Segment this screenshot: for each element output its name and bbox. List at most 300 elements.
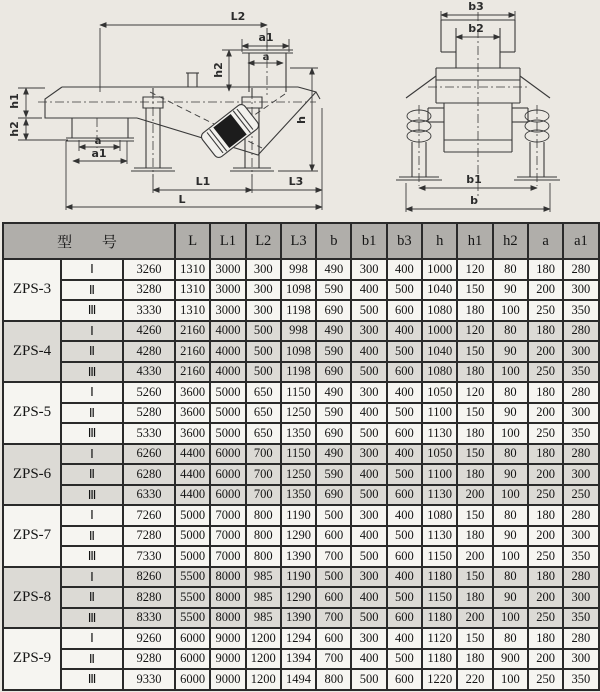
- table-row: [3, 505, 599, 526]
- header-row: [3, 223, 599, 259]
- value-cell: 998: [281, 259, 316, 280]
- value-cell: 500: [351, 362, 386, 383]
- value-cell: 1150: [422, 587, 457, 608]
- value-cell: 80: [493, 321, 528, 342]
- value-cell: 5500: [175, 608, 210, 629]
- value-cell: 4000: [210, 362, 245, 383]
- dim-label-h2-top: h2: [212, 62, 225, 78]
- value-cell: 200: [528, 526, 563, 547]
- value-cell: 300: [563, 649, 598, 670]
- value-cell: 1310: [175, 300, 210, 321]
- value-cell: 600: [387, 423, 422, 444]
- value-cell: 1220: [422, 669, 457, 690]
- value-cell: 9330: [123, 669, 175, 690]
- value-cell: 300: [563, 280, 598, 301]
- value-cell: 1394: [281, 649, 316, 670]
- variant-cell: Ⅲ: [61, 362, 123, 383]
- value-cell: 180: [457, 362, 492, 383]
- column-header: b3: [387, 223, 422, 259]
- value-cell: 120: [457, 382, 492, 403]
- value-cell: 150: [457, 505, 492, 526]
- value-cell: 1080: [422, 362, 457, 383]
- value-cell: 300: [351, 567, 386, 588]
- value-cell: 1180: [422, 567, 457, 588]
- table-row: [3, 526, 599, 547]
- value-cell: 1100: [422, 403, 457, 424]
- value-cell: 1098: [281, 341, 316, 362]
- value-cell: 6000: [210, 485, 245, 506]
- value-cell: 590: [316, 280, 351, 301]
- dim-label-a-top: a: [262, 52, 270, 63]
- value-cell: 6330: [123, 485, 175, 506]
- value-cell: 180: [457, 587, 492, 608]
- value-cell: 150: [457, 567, 492, 588]
- value-cell: 280: [563, 259, 598, 280]
- table-row: [3, 669, 599, 690]
- value-cell: 1190: [281, 567, 316, 588]
- value-cell: 9000: [210, 628, 245, 649]
- value-cell: 180: [457, 423, 492, 444]
- value-cell: 150: [457, 403, 492, 424]
- value-cell: 1150: [281, 382, 316, 403]
- column-header: a1: [563, 223, 598, 259]
- value-cell: 5260: [123, 382, 175, 403]
- value-cell: 650: [246, 403, 281, 424]
- model-cell: ZPS-4: [3, 321, 61, 383]
- drawings-svg: [0, 0, 600, 222]
- value-cell: 300: [351, 382, 386, 403]
- value-cell: 1310: [175, 280, 210, 301]
- value-cell: 500: [387, 587, 422, 608]
- value-cell: 8000: [210, 567, 245, 588]
- value-cell: 600: [387, 608, 422, 629]
- table-head: [3, 223, 599, 259]
- column-header: a: [528, 223, 563, 259]
- table-row: [3, 628, 599, 649]
- value-cell: 300: [563, 403, 598, 424]
- value-cell: 1130: [422, 485, 457, 506]
- model-column-header: 型 号: [3, 223, 175, 259]
- model-cell: ZPS-7: [3, 505, 61, 567]
- value-cell: 200: [457, 546, 492, 567]
- table-row: [3, 341, 599, 362]
- value-cell: 400: [351, 587, 386, 608]
- value-cell: 100: [493, 423, 528, 444]
- value-cell: 800: [316, 669, 351, 690]
- value-cell: 500: [351, 546, 386, 567]
- value-cell: 2160: [175, 321, 210, 342]
- variant-cell: Ⅲ: [61, 669, 123, 690]
- value-cell: 5000: [210, 382, 245, 403]
- variant-cell: Ⅱ: [61, 464, 123, 485]
- value-cell: 490: [316, 382, 351, 403]
- value-cell: 200: [457, 485, 492, 506]
- value-cell: 350: [563, 669, 598, 690]
- value-cell: 350: [563, 546, 598, 567]
- value-cell: 7000: [210, 526, 245, 547]
- value-cell: 280: [563, 321, 598, 342]
- value-cell: 90: [493, 280, 528, 301]
- value-cell: 1050: [422, 444, 457, 465]
- value-cell: 180: [457, 526, 492, 547]
- column-header: L: [175, 223, 210, 259]
- dim-label-h1-left: h1: [8, 93, 21, 109]
- dim-label-l1: L1: [195, 175, 211, 188]
- value-cell: 985: [246, 608, 281, 629]
- dim-label-a1-bottom: a1: [91, 147, 107, 160]
- table-row: [3, 546, 599, 567]
- column-header: L3: [281, 223, 316, 259]
- value-cell: 1040: [422, 341, 457, 362]
- value-cell: 350: [563, 608, 598, 629]
- value-cell: 600: [387, 362, 422, 383]
- variant-cell: Ⅰ: [61, 505, 123, 526]
- table-body: [3, 259, 599, 690]
- variant-cell: Ⅲ: [61, 423, 123, 444]
- value-cell: 600: [387, 546, 422, 567]
- value-cell: 400: [387, 628, 422, 649]
- value-cell: 220: [457, 669, 492, 690]
- value-cell: 4280: [123, 341, 175, 362]
- value-cell: 90: [493, 403, 528, 424]
- value-cell: 90: [493, 464, 528, 485]
- value-cell: 100: [493, 300, 528, 321]
- value-cell: 500: [316, 505, 351, 526]
- value-cell: 280: [563, 382, 598, 403]
- value-cell: 4400: [175, 485, 210, 506]
- value-cell: 90: [493, 526, 528, 547]
- value-cell: 4000: [210, 341, 245, 362]
- value-cell: 300: [563, 526, 598, 547]
- table-row: [3, 464, 599, 485]
- value-cell: 4000: [210, 321, 245, 342]
- value-cell: 300: [563, 341, 598, 362]
- dim-label-l3: L3: [288, 175, 304, 188]
- value-cell: 590: [316, 464, 351, 485]
- value-cell: 6000: [175, 628, 210, 649]
- variant-cell: Ⅱ: [61, 403, 123, 424]
- value-cell: 280: [563, 628, 598, 649]
- column-header: b1: [351, 223, 386, 259]
- value-cell: 500: [351, 485, 386, 506]
- value-cell: 280: [563, 567, 598, 588]
- dim-label-a-bottom: a: [94, 136, 102, 147]
- variant-cell: Ⅰ: [61, 444, 123, 465]
- value-cell: 690: [316, 485, 351, 506]
- value-cell: 5330: [123, 423, 175, 444]
- value-cell: 200: [528, 403, 563, 424]
- value-cell: 350: [563, 423, 598, 444]
- column-header: L1: [210, 223, 245, 259]
- table-row: [3, 259, 599, 280]
- value-cell: 600: [387, 485, 422, 506]
- value-cell: 1200: [246, 669, 281, 690]
- value-cell: 80: [493, 628, 528, 649]
- value-cell: 8000: [210, 608, 245, 629]
- value-cell: 700: [246, 485, 281, 506]
- value-cell: 3600: [175, 403, 210, 424]
- value-cell: 500: [387, 526, 422, 547]
- value-cell: 200: [528, 280, 563, 301]
- variant-cell: Ⅱ: [61, 526, 123, 547]
- value-cell: 5280: [123, 403, 175, 424]
- table-row: [3, 300, 599, 321]
- value-cell: 300: [351, 628, 386, 649]
- table-row: [3, 587, 599, 608]
- value-cell: 100: [493, 669, 528, 690]
- value-cell: 600: [387, 669, 422, 690]
- end-view-drawing: [396, 12, 560, 196]
- value-cell: 300: [563, 464, 598, 485]
- value-cell: 7000: [210, 546, 245, 567]
- value-cell: 280: [563, 505, 598, 526]
- value-cell: 5000: [210, 423, 245, 444]
- variant-cell: Ⅲ: [61, 485, 123, 506]
- value-cell: 400: [351, 464, 386, 485]
- value-cell: 1000: [422, 321, 457, 342]
- value-cell: 300: [351, 259, 386, 280]
- value-cell: 8260: [123, 567, 175, 588]
- value-cell: 3600: [175, 382, 210, 403]
- value-cell: 1294: [281, 628, 316, 649]
- value-cell: 985: [246, 567, 281, 588]
- value-cell: 3000: [210, 300, 245, 321]
- model-cell: ZPS-3: [3, 259, 61, 321]
- value-cell: 9000: [210, 649, 245, 670]
- value-cell: 3260: [123, 259, 175, 280]
- value-cell: 3330: [123, 300, 175, 321]
- table-row: [3, 382, 599, 403]
- value-cell: 180: [528, 382, 563, 403]
- value-cell: 500: [351, 300, 386, 321]
- value-cell: 80: [493, 259, 528, 280]
- side-view-drawing: [38, 42, 320, 177]
- value-cell: 6000: [175, 669, 210, 690]
- value-cell: 6000: [210, 464, 245, 485]
- value-cell: 180: [528, 444, 563, 465]
- variant-cell: Ⅲ: [61, 608, 123, 629]
- value-cell: 500: [351, 669, 386, 690]
- variant-cell: Ⅰ: [61, 321, 123, 342]
- value-cell: 8330: [123, 608, 175, 629]
- value-cell: 600: [316, 628, 351, 649]
- value-cell: 80: [493, 505, 528, 526]
- value-cell: 250: [528, 608, 563, 629]
- technical-drawings: [0, 0, 600, 222]
- table-row: [3, 403, 599, 424]
- value-cell: 250: [528, 300, 563, 321]
- value-cell: 400: [387, 321, 422, 342]
- table-row: [3, 444, 599, 465]
- value-cell: 500: [246, 341, 281, 362]
- variant-cell: Ⅱ: [61, 587, 123, 608]
- value-cell: 600: [316, 526, 351, 547]
- value-cell: 250: [528, 362, 563, 383]
- value-cell: 120: [457, 259, 492, 280]
- value-cell: 9280: [123, 649, 175, 670]
- value-cell: 500: [387, 403, 422, 424]
- value-cell: 490: [316, 444, 351, 465]
- value-cell: 80: [493, 567, 528, 588]
- value-cell: 1200: [246, 649, 281, 670]
- value-cell: 400: [351, 526, 386, 547]
- value-cell: 500: [387, 280, 422, 301]
- value-cell: 500: [316, 567, 351, 588]
- value-cell: 5000: [210, 403, 245, 424]
- dim-label-a1-top: a1: [258, 31, 274, 44]
- value-cell: 8280: [123, 587, 175, 608]
- value-cell: 8000: [210, 587, 245, 608]
- table-row: [3, 485, 599, 506]
- value-cell: 400: [351, 280, 386, 301]
- value-cell: 1130: [422, 423, 457, 444]
- value-cell: 300: [563, 587, 598, 608]
- variant-cell: Ⅱ: [61, 649, 123, 670]
- value-cell: 985: [246, 587, 281, 608]
- table-row: [3, 649, 599, 670]
- value-cell: 3280: [123, 280, 175, 301]
- value-cell: 180: [457, 649, 492, 670]
- value-cell: 1198: [281, 362, 316, 383]
- value-cell: 700: [316, 649, 351, 670]
- value-cell: 700: [246, 444, 281, 465]
- value-cell: 490: [316, 259, 351, 280]
- value-cell: 1098: [281, 280, 316, 301]
- value-cell: 1190: [281, 505, 316, 526]
- value-cell: 2160: [175, 362, 210, 383]
- variant-cell: Ⅲ: [61, 546, 123, 567]
- column-header: h: [422, 223, 457, 259]
- value-cell: 1080: [422, 505, 457, 526]
- value-cell: 700: [246, 464, 281, 485]
- value-cell: 250: [528, 546, 563, 567]
- value-cell: 9260: [123, 628, 175, 649]
- value-cell: 100: [493, 546, 528, 567]
- value-cell: 100: [493, 485, 528, 506]
- dim-label-b1: b1: [466, 173, 482, 186]
- value-cell: 180: [528, 567, 563, 588]
- variant-cell: Ⅰ: [61, 382, 123, 403]
- value-cell: 900: [493, 649, 528, 670]
- value-cell: 400: [387, 382, 422, 403]
- value-cell: 650: [246, 382, 281, 403]
- value-cell: 400: [387, 259, 422, 280]
- value-cell: 1150: [281, 444, 316, 465]
- value-cell: 200: [528, 464, 563, 485]
- value-cell: 150: [457, 628, 492, 649]
- value-cell: 500: [387, 464, 422, 485]
- value-cell: 690: [316, 300, 351, 321]
- value-cell: 500: [387, 649, 422, 670]
- value-cell: 150: [457, 341, 492, 362]
- value-cell: 600: [316, 587, 351, 608]
- value-cell: 690: [316, 423, 351, 444]
- model-cell: ZPS-6: [3, 444, 61, 506]
- value-cell: 2160: [175, 341, 210, 362]
- value-cell: 400: [387, 505, 422, 526]
- value-cell: 200: [528, 649, 563, 670]
- value-cell: 100: [493, 608, 528, 629]
- value-cell: 80: [493, 444, 528, 465]
- table-row: [3, 423, 599, 444]
- value-cell: 500: [246, 362, 281, 383]
- value-cell: 300: [246, 280, 281, 301]
- variant-cell: Ⅰ: [61, 567, 123, 588]
- value-cell: 1350: [281, 423, 316, 444]
- value-cell: 5000: [175, 505, 210, 526]
- value-cell: 1180: [422, 608, 457, 629]
- model-cell: ZPS-5: [3, 382, 61, 444]
- value-cell: 1350: [281, 485, 316, 506]
- column-header: b: [316, 223, 351, 259]
- dim-label-b2: b2: [468, 22, 484, 35]
- table-row: [3, 608, 599, 629]
- value-cell: 7260: [123, 505, 175, 526]
- value-cell: 200: [457, 608, 492, 629]
- variant-cell: Ⅰ: [61, 259, 123, 280]
- value-cell: 600: [387, 300, 422, 321]
- value-cell: 250: [563, 485, 598, 506]
- dim-label-h2-left: h2: [8, 121, 21, 137]
- dim-label-l: L: [178, 193, 186, 206]
- value-cell: 150: [457, 444, 492, 465]
- value-cell: 180: [457, 464, 492, 485]
- vibration-motor: [199, 103, 260, 160]
- value-cell: 1050: [422, 382, 457, 403]
- value-cell: 800: [246, 505, 281, 526]
- value-cell: 1390: [281, 546, 316, 567]
- value-cell: 490: [316, 321, 351, 342]
- value-cell: 3000: [210, 259, 245, 280]
- table-row: [3, 362, 599, 383]
- value-cell: 90: [493, 341, 528, 362]
- value-cell: 1390: [281, 608, 316, 629]
- value-cell: 280: [563, 444, 598, 465]
- table-row: [3, 567, 599, 588]
- value-cell: 1290: [281, 587, 316, 608]
- value-cell: 1198: [281, 300, 316, 321]
- value-cell: 690: [316, 362, 351, 383]
- column-header: h1: [457, 223, 492, 259]
- value-cell: 350: [563, 362, 598, 383]
- value-cell: 180: [528, 321, 563, 342]
- value-cell: 5500: [175, 587, 210, 608]
- value-cell: 180: [528, 259, 563, 280]
- value-cell: 1130: [422, 526, 457, 547]
- value-cell: 9000: [210, 669, 245, 690]
- value-cell: 400: [351, 649, 386, 670]
- value-cell: 300: [351, 321, 386, 342]
- value-cell: 6000: [210, 444, 245, 465]
- value-cell: 200: [528, 587, 563, 608]
- value-cell: 700: [316, 608, 351, 629]
- value-cell: 590: [316, 341, 351, 362]
- value-cell: 300: [246, 300, 281, 321]
- value-cell: 500: [246, 321, 281, 342]
- value-cell: 500: [387, 341, 422, 362]
- value-cell: 4400: [175, 464, 210, 485]
- model-cell: ZPS-9: [3, 628, 61, 690]
- dim-label-h-right: h: [295, 116, 308, 124]
- value-cell: 250: [528, 485, 563, 506]
- value-cell: 1310: [175, 259, 210, 280]
- column-header: h2: [493, 223, 528, 259]
- value-cell: 250: [528, 669, 563, 690]
- value-cell: 180: [528, 628, 563, 649]
- value-cell: 6000: [175, 649, 210, 670]
- value-cell: 4330: [123, 362, 175, 383]
- table-row: [3, 280, 599, 301]
